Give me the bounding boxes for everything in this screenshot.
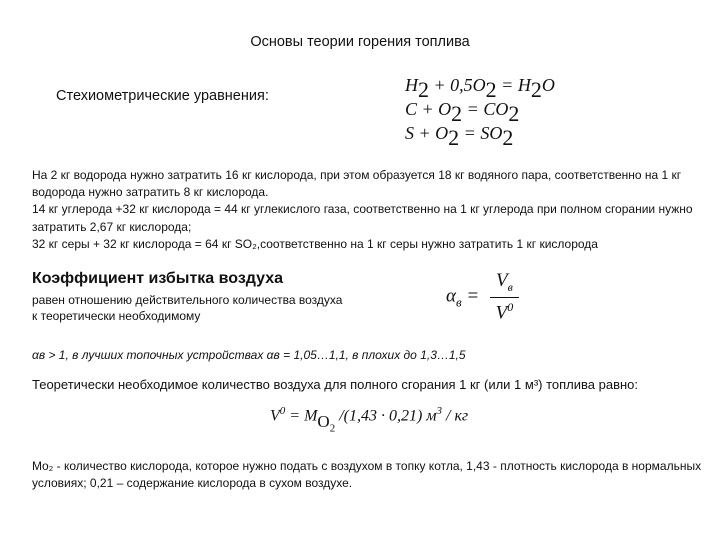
- sulfur-paragraph: 32 кг серы + 32 кг кислорода = 64 кг SO₂,соответственно на 1 кг серы нужно затратить 1 кг кислорода: [32, 236, 598, 251]
- stoichiometry-explanation: [32, 167, 702, 253]
- equation-sulfur: $S + O_2 = SO_2$: [405, 123, 514, 150]
- carbon-paragraph: 14 кг углерода +32 кг кислорода = 44 кг углекислого газа, соответственно на 1 кг углерода при полном сгорании нужно затратить 2,67 кг кислорода;: [32, 202, 693, 234]
- equation-hydrogen: $H_2 + 0,5O_2 = H_2O$: [405, 75, 555, 102]
- excess-air-range: αв > 1, в лучших топочных устройствах αв = 1,05…1,1, в плохих до 1,3…1,5: [32, 348, 466, 362]
- equation-carbon: $C + O_2 = CO_2$: [405, 99, 520, 126]
- theoretical-air-text: Теоретически необходимое количество воздуха для полного сгорания 1 кг (или 1 м³) топлива равно:: [32, 377, 639, 392]
- theoretical-air-formula: $V^0 = MO_2$ /(1,43 · 0,21) $м^3$ / кг: [270, 405, 469, 435]
- hydrogen-paragraph: На 2 кг водорода нужно затратить 16 кг кислорода, при этом образуется 18 кг водяного пара, соответственно на 1 кг водорода нужно затратить 8 кг кислорода.: [32, 168, 682, 200]
- oxygen-footnote: Mo₂ - количество кислорода, которое нужно подать с воздухом в топку котла, 1,43 - плотность кислорода в нормальных условиях; 0,21 – содержание кислорода в сухом воздухе.: [32, 459, 702, 490]
- stoichiometric-equations: [405, 74, 555, 150]
- section-subtitle: Стехиометрические уравнения:: [56, 88, 269, 104]
- excess-air-definition: равен отношению действительного количества воздуха к теоретически необходимому: [32, 293, 343, 323]
- excess-air-fraction: $\frac{V_в}{V^0}$: [490, 270, 519, 324]
- excess-air-formula: $\alpha_в$ = $\frac{V_в}{V^0}$: [446, 270, 519, 324]
- page-title: Основы теории горения топлива: [250, 34, 470, 50]
- excess-air-heading: Коэффициент избытка воздуха: [32, 270, 284, 287]
